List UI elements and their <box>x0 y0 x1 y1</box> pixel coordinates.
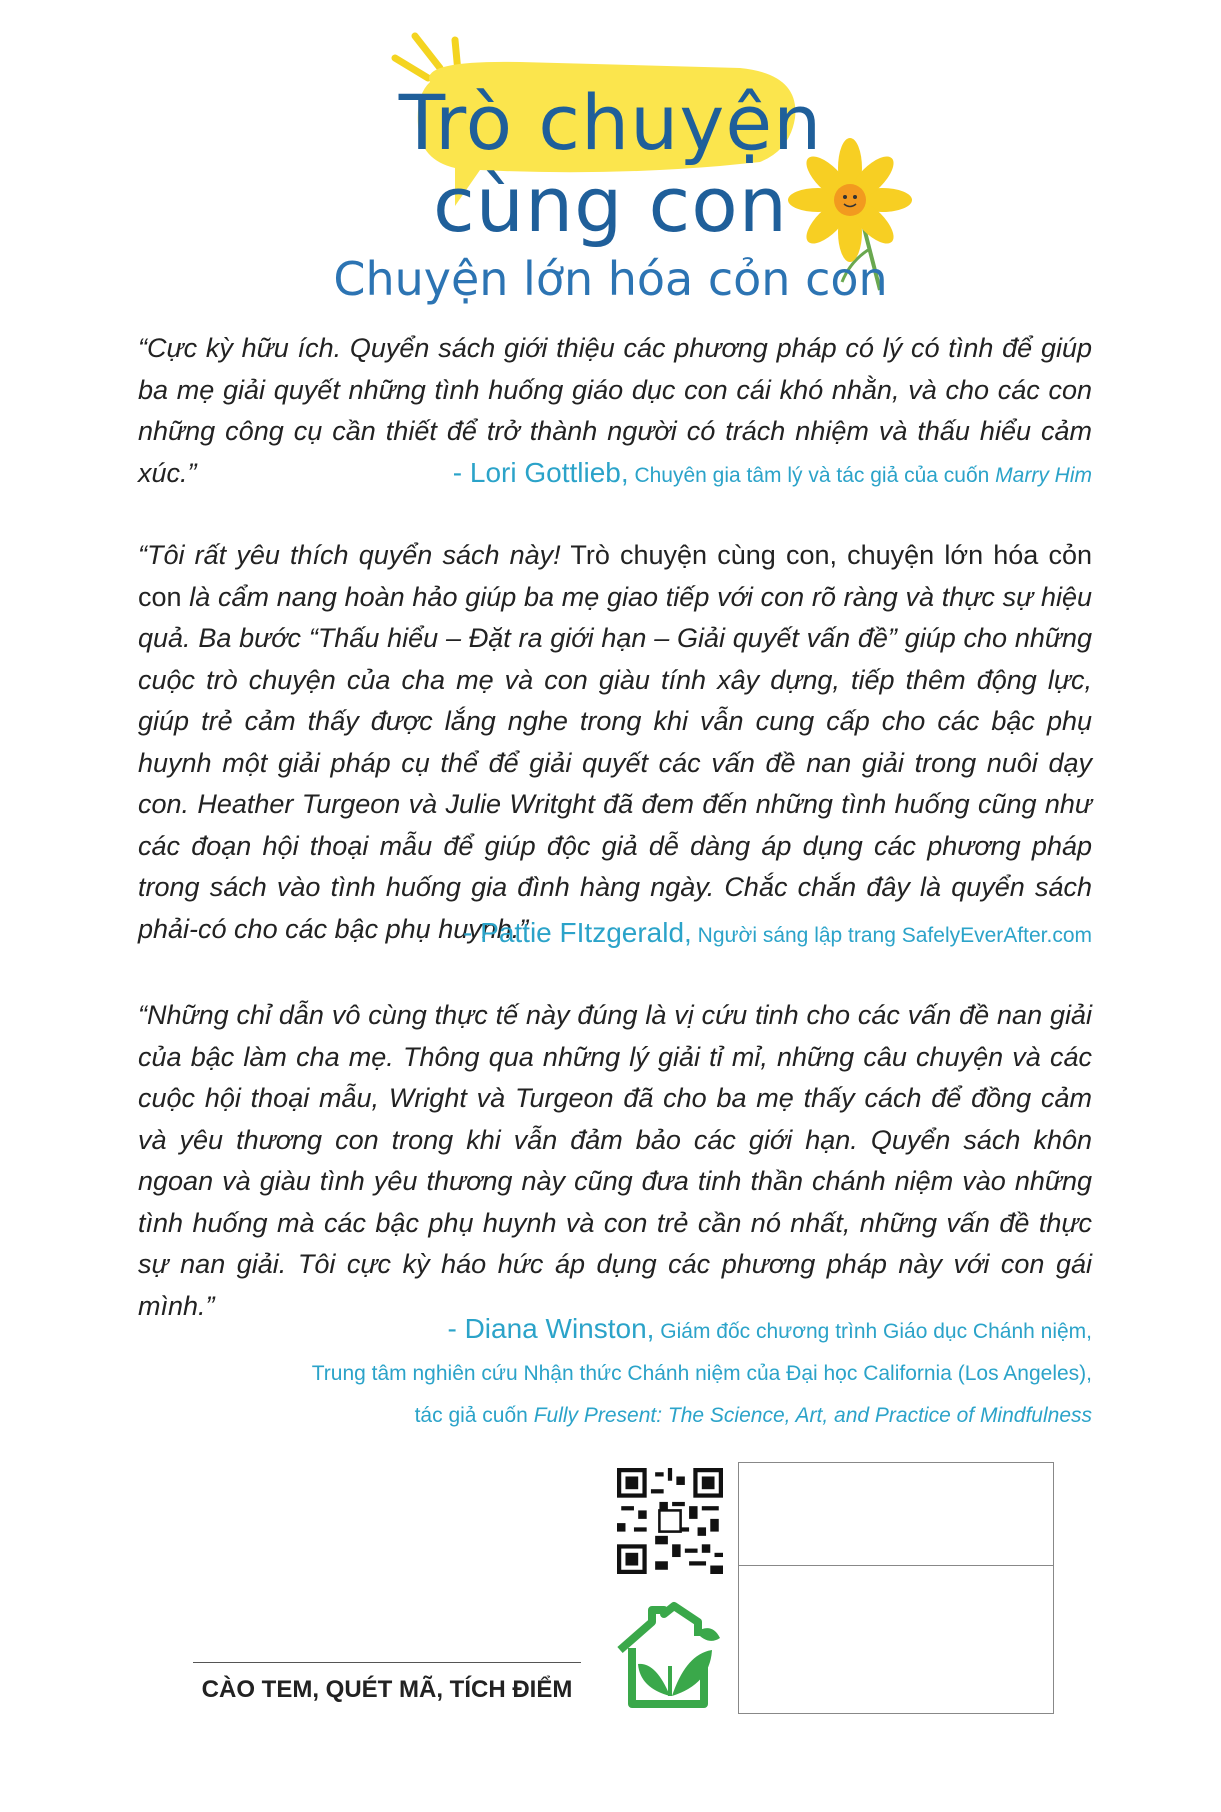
quote-2-part-a: “Tôi rất yêu thích quyển sách này! <box>138 540 561 570</box>
title-area <box>0 0 1221 320</box>
author-role-line-3: tác giả cuốn <box>414 1404 534 1427</box>
attribution-2 <box>138 912 1092 957</box>
stamp-box <box>738 1462 1054 1714</box>
quote-2 <box>138 535 1092 950</box>
attribution-1 <box>138 452 1092 497</box>
qr-code-icon <box>617 1468 723 1574</box>
author-role: Chuyên gia tâm lý và tác giả của cuốn <box>628 464 996 487</box>
book-title: Fully Present: The Science, Art, and Practice of Mindfulness <box>533 1404 1092 1427</box>
house-leaf-logo-icon <box>612 1592 728 1714</box>
title-line-1: Trò chuyện <box>398 78 823 167</box>
author-role: Người sáng lập trang SafelyEverAfter.com <box>691 924 1092 947</box>
author-name: - Diana Winston, <box>447 1313 655 1344</box>
author-name: - Lori Gottlieb, <box>452 457 629 488</box>
scratch-label: CÀO TEM, QUÉT MÃ, TÍCH ĐIỂM <box>201 1676 573 1703</box>
stamp-box-divider <box>739 1565 1053 1566</box>
subtitle: Chuyện lớn hóa cỏn con <box>333 252 888 306</box>
footer-rule <box>193 1662 581 1663</box>
quote-3: “Những chỉ dẫn vô cùng thực tế này đúng là vị cứu tinh cho các vấn đề nan giải của bậc làm cha mẹ. Thông qua những lý giải tỉ mỉ, những câu chuyện và các cuộc hội thoại mẫu, Wright và Turgeon đã cho ba mẹ thấy cách để đồng cảm và yêu thương con trong khi vẫn đảm bảo các giới hạn. Quyển sách khôn ngoan và giàu tình yêu thương này cũng đưa tinh thần chánh niệm vào những tình huống mà các bậc phụ huynh và con trẻ cần nó nhất, những vấn đề thực sự nan giải. Tôi cực kỳ háo hức áp dụng các phương pháp này với con gái mình.” <box>138 1000 1092 1321</box>
quote-1: “Cực kỳ hữu ích. Quyển sách giới thiệu các phương pháp có lý có tình để giúp ba mẹ giải quyết những tình huống giáo dục con cái khó nhằn, và cho các con những công cụ cần thiết để trở thành người có trách nhiệm và thấu hiểu cảm xúc.” <box>138 333 1092 488</box>
author-role-line-2: Trung tâm nghiên cứu Nhận thức Chánh niệm của Đại học California (Los Angeles), <box>311 1362 1092 1385</box>
book-title: Marry Him <box>995 464 1092 487</box>
author-name: - Pattie FItzgerald, <box>463 917 692 948</box>
quote-2-book-title: Trò chuyện cùng con, chuyện lớn hóa cỏn con <box>138 540 1092 612</box>
title-line-2: cùng con <box>433 160 788 249</box>
quote-2-part-c: là cẩm nang hoàn hảo giúp ba mẹ giao tiếp với con rõ ràng và thực sự hiệu quả. Ba bước “Thấu hiểu – Đặt ra giới hạn – Giải quyết vấn đề” giúp cho những cuộc trò chuyện của cha mẹ và con giàu tính xây dựng, tiếp thêm động lực, giúp trẻ cảm thấy được lắng nghe trong khi vẫn cung cấp cho các bậc phụ huynh một giải pháp cụ thể để giải quyết các vấn đề nan giải trong nuôi dạy con. Heather Turgeon và Julie Writght đã đem đến những tình huống cũng như các đoạn hội thoại mẫu để giúp độc giả dễ dàng áp dụng các phương pháp trong sách vào tình huống gia đình hàng ngày. Chắc chắn đây là quyển sách phải-có cho các bậc phụ huynh.” <box>138 581 1092 944</box>
author-role-line-1: Giám đốc chương trình Giáo dục Chánh niệm, <box>654 1320 1092 1343</box>
attribution-3 <box>138 1308 1092 1437</box>
